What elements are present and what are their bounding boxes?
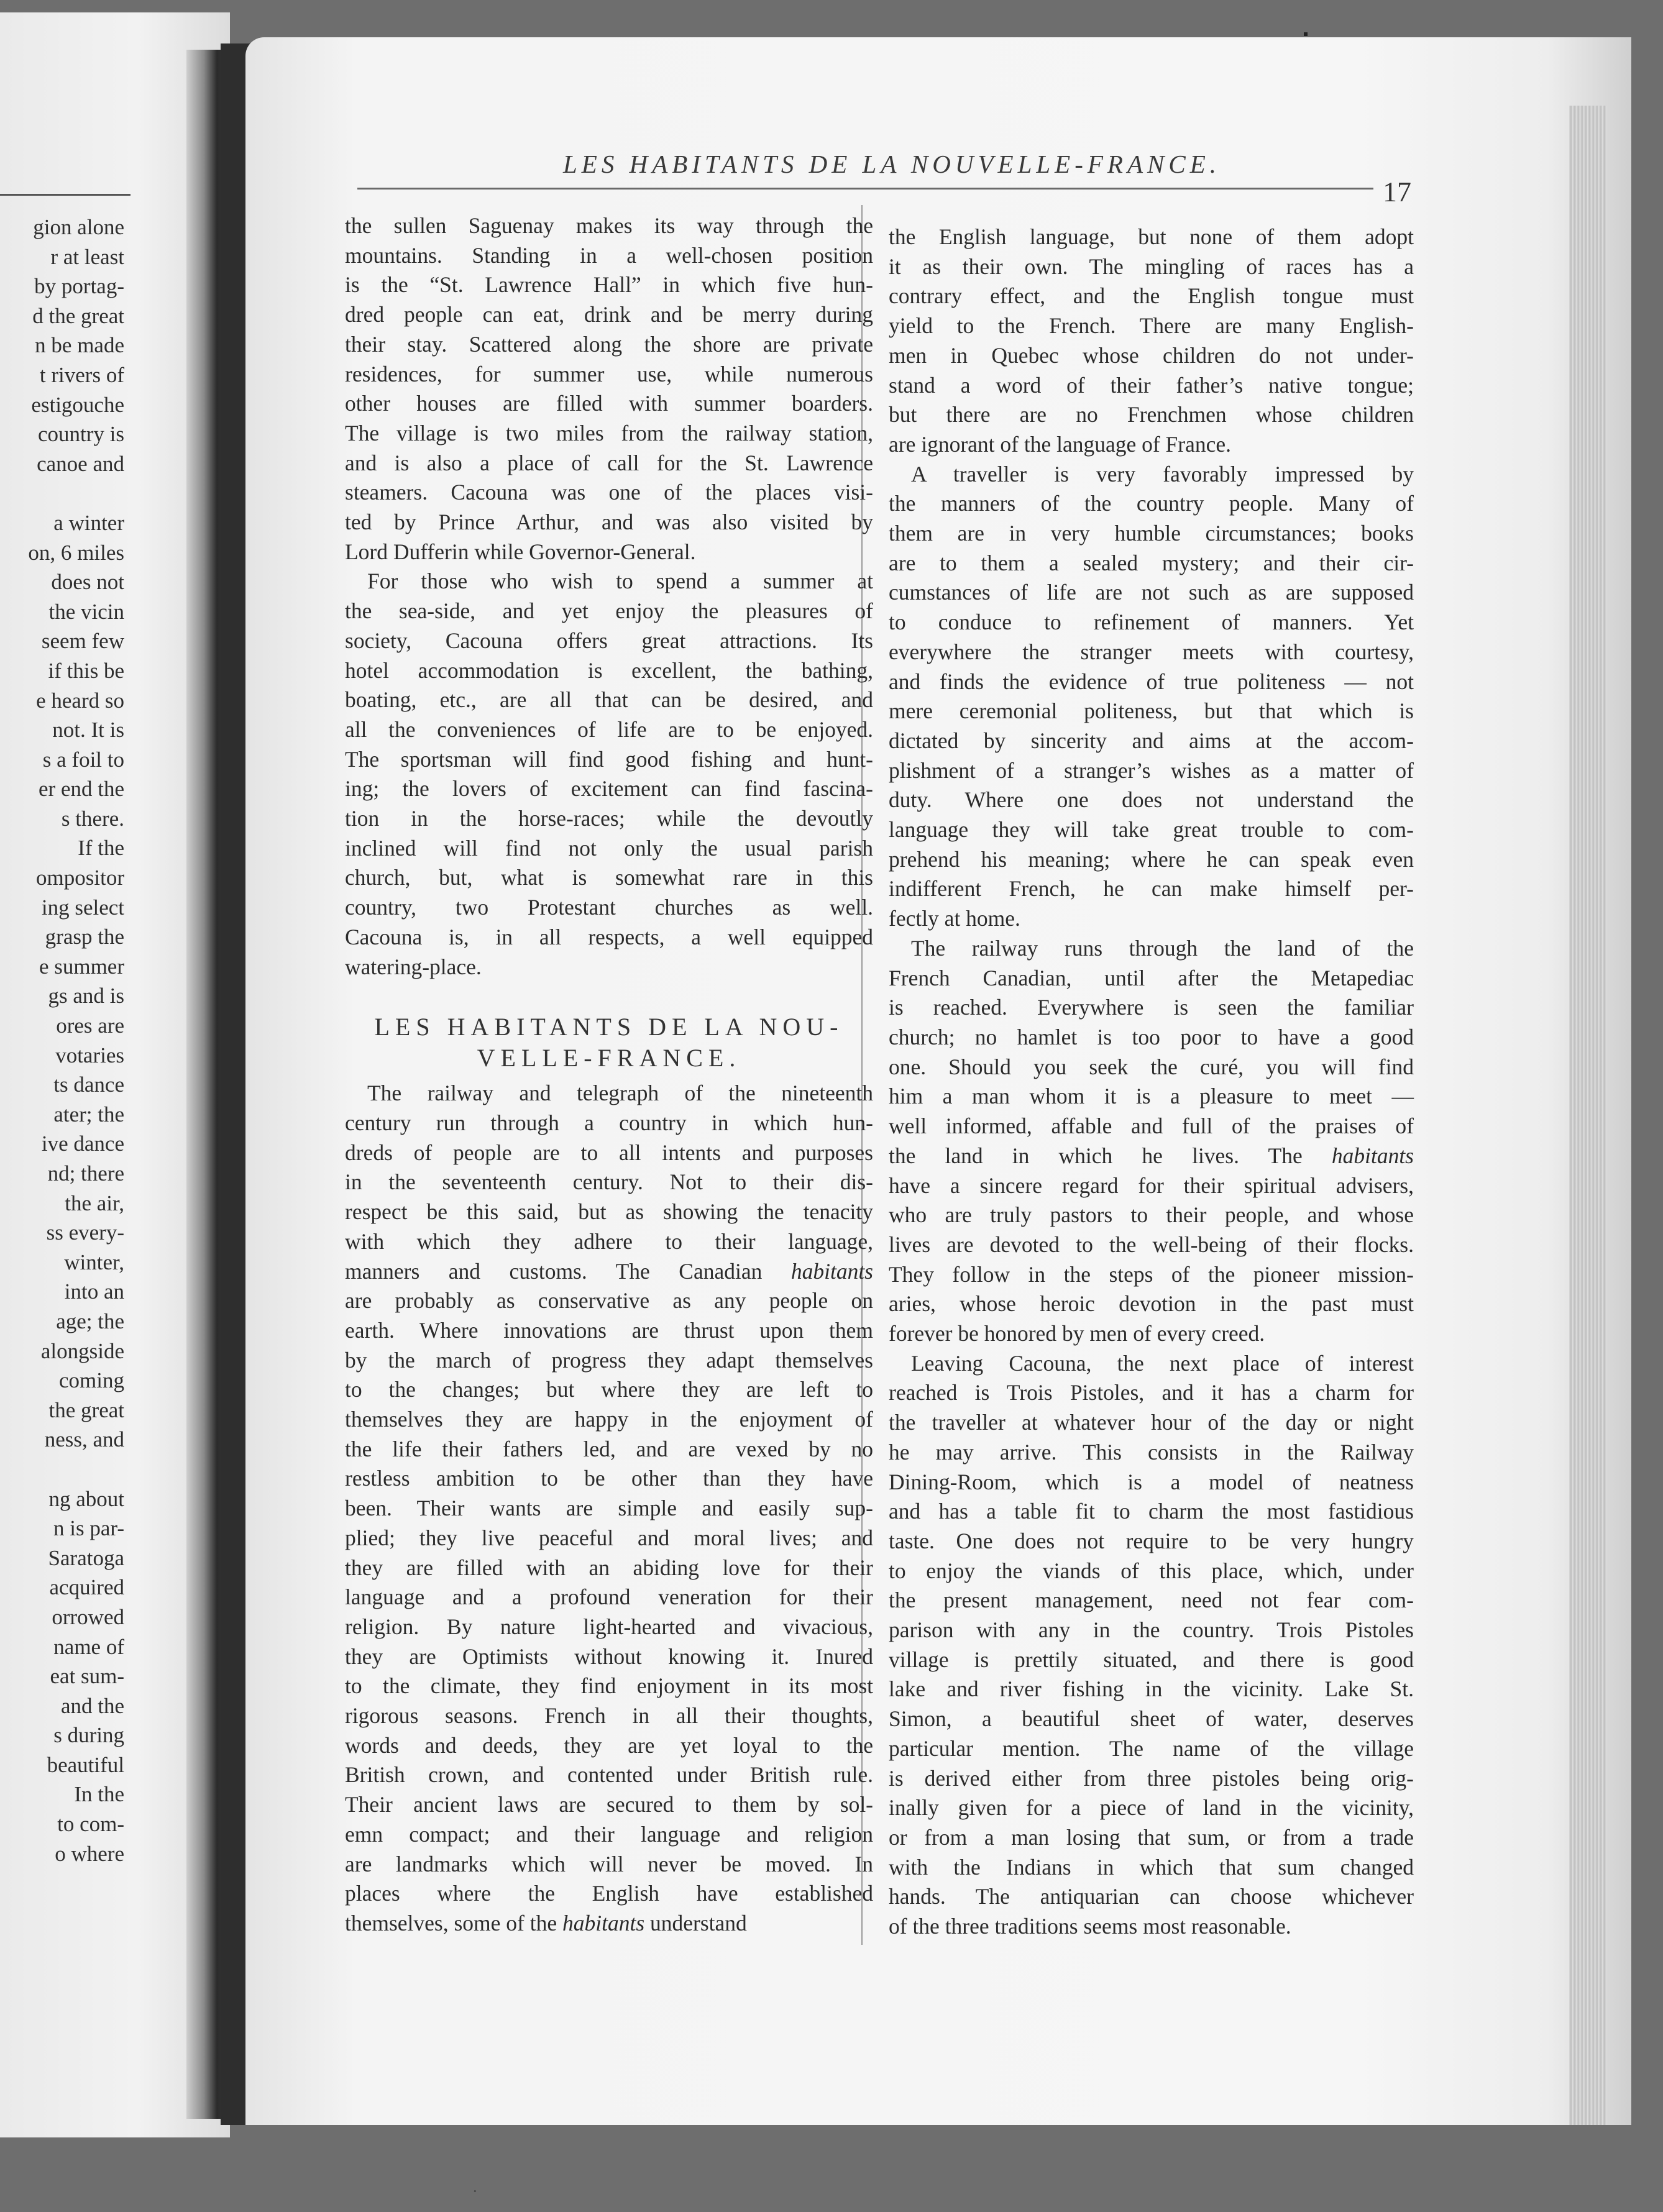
text-line: is derived either from three pistoles being orig-: [889, 1765, 1414, 1791]
fragment-line: by portag-: [34, 274, 124, 299]
fragment-line: the air,: [65, 1191, 124, 1215]
fragment-line: votaries: [55, 1043, 124, 1067]
text-line: Their ancient laws are secured to them by sol-: [345, 1792, 873, 1817]
fragment-line: to com-: [57, 1812, 124, 1837]
text-line: residences, for summer use, while numerous: [345, 361, 873, 386]
text-line: the manners of the country people. Many of: [889, 491, 1414, 516]
fragment-line: ater; the: [53, 1102, 124, 1127]
text-line: watering-place.: [345, 954, 482, 979]
fragment-line: the vicin: [48, 599, 124, 624]
text-line: and finds the evidence of true politeness — not: [889, 669, 1414, 694]
section-heading-line: LES HABITANTS DE LA NOU-: [374, 1013, 844, 1041]
text-line: them are in very humble circumstances; books: [889, 521, 1414, 546]
text-line: are landmarks which will never be moved. In: [345, 1851, 873, 1876]
text-line: lake and river fishing in the vicinity. Lake St.: [889, 1676, 1414, 1702]
text-line: century run through a country in which hun-: [345, 1110, 873, 1135]
text-line: Dining-Room, which is a model of neatness: [889, 1469, 1414, 1494]
text-line: and has a table fit to charm the most fastidious: [889, 1499, 1414, 1524]
text-line: the English language, but none of them adopt: [889, 224, 1414, 249]
fragment-line: eat sum-: [50, 1664, 124, 1689]
paragraph: [345, 567, 873, 982]
fragment-line: s there.: [61, 806, 124, 831]
fragment-line: ts dance: [53, 1072, 124, 1097]
text-line: have a sincere regard for their spiritual advisers,: [889, 1172, 1414, 1198]
fragment-line: r at least: [50, 244, 124, 269]
text-line: prehend his meaning; where he can speak even: [889, 846, 1414, 872]
text-line: mere ceremonial politeness, but that which is: [889, 698, 1414, 724]
section-heading-line: VELLE-FRANCE.: [477, 1044, 741, 1072]
text-line: the land in which he lives. The habitants: [889, 1143, 1414, 1168]
fragment-line: the great: [48, 1397, 124, 1422]
fragment-line: on, 6 miles: [28, 540, 124, 565]
text-line: church; no hamlet is too poor to have a good: [889, 1024, 1414, 1049]
text-line: all the conveniences of life are to be enjoyed.: [345, 716, 873, 742]
fragment-line: grasp the: [45, 925, 124, 949]
fragment-line: [0, 478, 124, 508]
text-line: aries, whose heroic devotion in the past must: [889, 1291, 1414, 1317]
text-line: manners and customs. The Canadian habitants: [345, 1258, 873, 1284]
text-line: they are filled with an abiding love for their: [345, 1555, 873, 1580]
text-line: or from a man losing that sum, or from a trade: [889, 1824, 1414, 1850]
text-line: society, Cacouna offers great attractions. Its: [345, 628, 873, 653]
text-line: to conduce to refinement of manners. Yet: [889, 610, 1414, 635]
italic-word: habitants: [790, 1258, 873, 1284]
fragment-line: er end the: [39, 777, 124, 802]
text-line: well informed, affable and full of the praises of: [889, 1113, 1414, 1139]
header-rule: [357, 188, 1373, 190]
text-line: with which they adhere to their language,: [345, 1228, 873, 1254]
text-line: taste. One does not require to be very hungry: [889, 1528, 1414, 1553]
fragment-line: nd; there: [47, 1161, 124, 1186]
fragment-line: into an: [64, 1279, 124, 1304]
text-line: the life their fathers led, and are vexed by no: [345, 1436, 873, 1461]
paragraph: [889, 934, 1414, 1349]
text-line: Cacouna is, in all respects, a well equipped: [345, 924, 873, 949]
fragment-line: Saratoga: [48, 1545, 124, 1570]
running-head: LES HABITANTS DE LA NOUVELLE-FRANCE.: [563, 150, 1221, 178]
text-line: men in Quebec whose children do not under-: [889, 342, 1414, 368]
text-line: A traveller is very favorably impressed by: [911, 461, 1414, 487]
text-line: the sullen Saguenay makes its way through the: [345, 213, 873, 238]
text-line: the present management, need not fear com-: [889, 1588, 1414, 1613]
text-line: The railway runs through the land of the: [911, 935, 1414, 961]
text-line: themselves they are happy in the enjoyment of: [345, 1407, 873, 1432]
fragment-line: not. It is: [52, 718, 124, 743]
fragment-line: if this be: [48, 658, 124, 683]
fragment-line: country is: [37, 422, 124, 447]
paragraph: [345, 211, 873, 567]
fragment-line: alongside: [40, 1338, 124, 1363]
paragraph: [345, 1079, 873, 1938]
text-line: mountains. Standing in a well-chosen position: [345, 242, 873, 268]
fragment-line: s during: [53, 1723, 124, 1748]
text-line: and is also a place of call for the St. Lawrence: [345, 450, 873, 475]
text-line: plied; they live peaceful and moral lives; and: [345, 1525, 873, 1550]
fragment-line: gion alone: [33, 215, 124, 239]
text-line: particular mention. The name of the village: [889, 1735, 1414, 1761]
text-line: hotel accommodation is excellent, the bathing,: [345, 657, 873, 683]
text-line: They follow in the steps of the pioneer mission-: [889, 1261, 1414, 1287]
text-line: indifferent French, he can make himself per-: [889, 876, 1414, 902]
page-edges: [1569, 106, 1606, 2125]
fragment-line: n is par-: [53, 1516, 124, 1541]
text-line: but there are no Frenchmen whose children: [889, 402, 1414, 427]
fragment-line: ss every-: [46, 1220, 124, 1245]
paragraph: [889, 1349, 1414, 1942]
text-line: dictated by sincerity and aims at the accom-: [889, 728, 1414, 753]
text-line: places where the English have established: [345, 1881, 873, 1906]
text-line: one. Should you seek the curé, you will find: [889, 1054, 1414, 1079]
text-line: other houses are filled with summer boarders.: [345, 391, 873, 416]
text-line: are probably as conservative as any people on: [345, 1288, 873, 1314]
text-line: The village is two miles from the railway station,: [345, 420, 873, 446]
text-line: village is prettily situated, and there is good: [889, 1647, 1414, 1672]
speck-mark: ·: [472, 2182, 478, 2200]
previous-page-rule: [0, 194, 131, 196]
text-line: words and deeds, they are yet loyal to the: [345, 1732, 873, 1758]
fragment-line: ores are: [56, 1013, 124, 1038]
text-line: duty. Where one does not understand the: [889, 787, 1414, 813]
text-line: themselves, some of the habitants understand: [345, 1910, 747, 1936]
text-line: Lord Dufferin while Governor-General.: [345, 539, 696, 564]
speck-mark: [1304, 32, 1308, 36]
fragment-line: [0, 1455, 124, 1484]
text-line: are to them a sealed mystery; and their cir-: [889, 550, 1414, 575]
text-line: church, but, what is somewhat rare in this: [345, 865, 873, 890]
text-line: forever be honored by men of every creed.: [889, 1321, 1265, 1346]
text-line: dred people can eat, drink and be merry during: [345, 302, 873, 327]
italic-word: habitants: [562, 1910, 645, 1936]
fragment-line: ing select: [41, 895, 124, 920]
text-line: emn compact; and their language and religion: [345, 1821, 873, 1847]
fragment-line: o where: [55, 1841, 124, 1866]
text-line: inally given for a piece of land in the vicinity,: [889, 1795, 1414, 1821]
text-line: the sea-side, and yet enjoy the pleasures of: [345, 598, 873, 624]
fragment-line: age; the: [56, 1309, 124, 1333]
right-column: [889, 222, 1414, 1942]
text-line: are ignorant of the language of France.: [889, 431, 1231, 457]
text-line: to the changes; but where they are left to: [345, 1377, 873, 1402]
fragment-line: e summer: [39, 954, 124, 979]
text-line: who are truly pastors to their people, and whose: [889, 1202, 1414, 1228]
text-line: fectly at home.: [889, 906, 1020, 931]
text-line: been. Their wants are simple and easily sup-: [345, 1496, 873, 1521]
text-line: everywhere the stranger meets with courtesy,: [889, 639, 1414, 664]
italic-word: habitants: [1331, 1143, 1414, 1168]
text-line: respect be this said, but as showing the tenacity: [345, 1199, 873, 1225]
fragment-line: acquired: [49, 1575, 124, 1600]
text-line: The railway and telegraph of the nineteenth: [367, 1081, 873, 1106]
text-line: country, two Protestant churches as well.: [345, 895, 873, 920]
text-line: their stay. Scattered along the shore are private: [345, 331, 873, 357]
text-line: parison with any in the country. Trois Pistoles: [889, 1617, 1414, 1643]
fragment-line: name of: [53, 1634, 124, 1659]
text-line: French Canadian, until after the Metapediac: [889, 965, 1414, 990]
text-line: language and a profound veneration for their: [345, 1584, 873, 1610]
text-line: is the “St. Lawrence Hall” in which five hun-: [345, 272, 873, 298]
text-line: Simon, a beautiful sheet of water, deserves: [889, 1706, 1414, 1732]
fragment-line: t rivers of: [39, 362, 124, 387]
text-line: The sportsman will find good fishing and hunt-: [345, 746, 873, 772]
text-line: restless ambition to be other than they have: [345, 1466, 873, 1491]
page-number: 17: [1383, 176, 1411, 208]
text-line: him a man whom it is a pleasure to meet —: [889, 1084, 1414, 1109]
fragment-line: ness, and: [44, 1427, 124, 1452]
previous-page-text-fragments: [0, 213, 124, 1868]
fragment-line: beautiful: [47, 1752, 124, 1777]
text-line: ing; the lovers of excitement can find fascina-: [345, 776, 873, 802]
text-line: by the march of progress they adapt themselves: [345, 1347, 873, 1373]
text-line: it as their own. The mingling of races has a: [889, 254, 1414, 279]
text-line: reached is Trois Pistoles, and it has a charm for: [889, 1380, 1414, 1405]
fragment-line: canoe and: [37, 451, 124, 476]
text-line: they are Optimists without knowing it. Inured: [345, 1643, 873, 1669]
fragment-line: d the great: [32, 303, 124, 328]
text-line: contrary effect, and the English tongue must: [889, 283, 1414, 309]
fragment-line: a winter: [53, 510, 124, 535]
fragment-line: ng about: [48, 1486, 124, 1511]
text-line: tion in the horse-races; while the devoutly: [345, 806, 873, 831]
text-line: dreds of people are to all intents and purposes: [345, 1140, 873, 1165]
left-column: [345, 211, 873, 1939]
text-line: stand a word of their father’s native tongue;: [889, 372, 1414, 398]
text-line: Leaving Cacouna, the next place of interest: [911, 1350, 1414, 1376]
fragment-line: seem few: [41, 629, 124, 654]
text-line: rigorous seasons. French in all their thoughts,: [345, 1703, 873, 1729]
text-line: with the Indians in which that sum changed: [889, 1854, 1414, 1880]
text-line: hands. The antiquarian can choose whichever: [889, 1884, 1414, 1909]
fragment-line: gs and is: [48, 984, 124, 1008]
fragment-line: If the: [78, 836, 124, 861]
text-line: religion. By nature light-hearted and vivacious,: [345, 1614, 873, 1639]
text-line: of the three traditions seems most reasonable.: [889, 1914, 1291, 1939]
text-line: boating, etc., are all that can be desired, and: [345, 687, 873, 713]
text-line: ted by Prince Arthur, and was also visited by: [345, 510, 873, 535]
fragment-line: ive dance: [41, 1131, 124, 1156]
text-line: he may arrive. This consists in the Railway: [889, 1439, 1414, 1465]
text-line: cumstances of life are not such as are supposed: [889, 580, 1414, 605]
fragment-line: e heard so: [36, 688, 124, 713]
text-line: lives are devoted to the well-being of their flocks.: [889, 1232, 1414, 1257]
fragment-line: orrowed: [52, 1604, 124, 1629]
fragment-line: and the: [60, 1693, 124, 1718]
text-line: inclined will find not only the usual parish: [345, 835, 873, 861]
fragment-line: In the: [74, 1782, 124, 1807]
text-line: plishment of a stranger’s wishes as a matter of: [889, 757, 1414, 783]
text-line: the traveller at whatever hour of the day or night: [889, 1410, 1414, 1435]
text-line: in the seventeenth century. Not to their dis-: [345, 1169, 873, 1195]
paragraph: [889, 460, 1414, 934]
text-line: earth. Where innovations are thrust upon them: [345, 1317, 873, 1343]
text-line: British crown, and contented under British rule.: [345, 1762, 873, 1788]
fragment-line: n be made: [35, 333, 124, 358]
text-line: steamers. Cacouna was one of the places visi-: [345, 480, 873, 505]
text-line: to the climate, they find enjoyment in its most: [345, 1673, 873, 1699]
text-line: is reached. Everywhere is seen the familiar: [889, 995, 1414, 1020]
fragment-line: winter,: [64, 1250, 124, 1274]
fragment-line: ompositor: [36, 866, 124, 890]
text-line: yield to the French. There are many English-: [889, 313, 1414, 339]
fragment-line: does not: [51, 570, 124, 595]
paragraph: [889, 222, 1414, 460]
text-line: language they will take great trouble to com-: [889, 817, 1414, 843]
fragment-line: coming: [59, 1368, 124, 1393]
text-line: For those who wish to spend a summer at: [367, 569, 873, 594]
fragment-line: s a foil to: [42, 747, 124, 772]
text-line: to enjoy the viands of this place, which, under: [889, 1558, 1414, 1583]
fragment-line: estigouche: [31, 392, 124, 417]
